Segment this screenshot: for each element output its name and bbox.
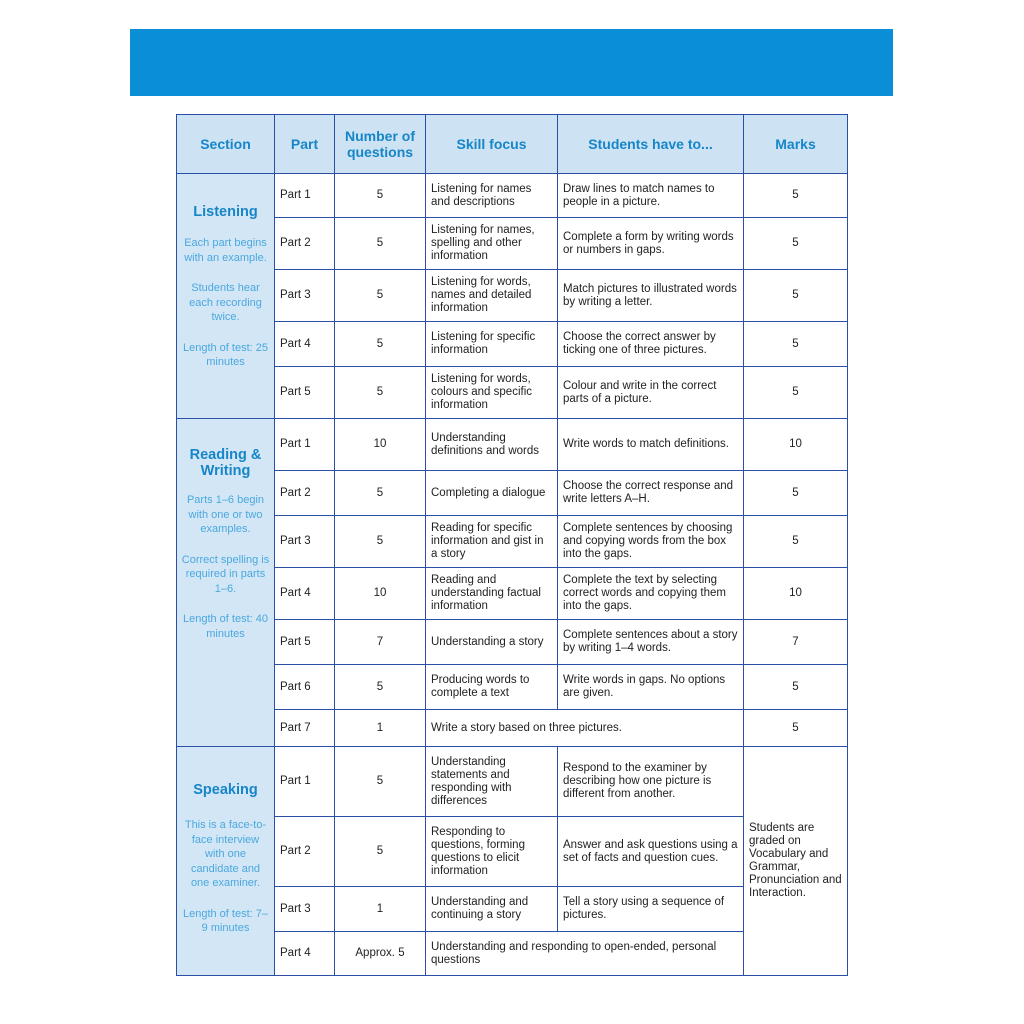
questions-cell: 5 (335, 218, 426, 270)
part-cell: Part 7 (275, 710, 335, 747)
task-cell: Tell a story using a sequence of pictures. (558, 887, 744, 932)
marks-cell: 5 (744, 471, 848, 516)
task-merged-cell: Write a story based on three pictures. (426, 710, 744, 747)
section-reading-writing (177, 419, 275, 747)
marks-cell: 5 (744, 516, 848, 568)
header-part: Part (275, 115, 335, 174)
marks-cell: 5 (744, 665, 848, 710)
part-cell: Part 3 (275, 887, 335, 932)
section-title: Listening (193, 204, 258, 220)
table-row (177, 322, 848, 367)
speaking-marks-note: Students are graded on Vocabulary and Grammar, Pronunciation and Interaction. (744, 747, 848, 976)
part-cell: Part 4 (275, 932, 335, 976)
skill-cell: Listening for names and descriptions (426, 174, 558, 218)
top-banner (130, 29, 893, 96)
part-cell: Part 1 (275, 174, 335, 218)
table-row (177, 665, 848, 710)
task-cell: Write words in gaps. No options are given. (558, 665, 744, 710)
skill-cell: Reading and understanding factual information (426, 568, 558, 620)
task-cell: Write words to match definitions. (558, 419, 744, 471)
section-note: This is a face-to-face interview with one candidate and one examiner. (184, 819, 267, 889)
table-row (177, 174, 848, 218)
section-note: Length of test: 40 minutes (182, 613, 268, 640)
section-note: Students hear each recording twice. (189, 282, 262, 323)
marks-cell: 5 (744, 270, 848, 322)
task-cell: Draw lines to match names to people in a picture. (558, 174, 744, 218)
task-cell: Answer and ask questions using a set of facts and question cues. (558, 817, 744, 887)
questions-cell: 10 (335, 568, 426, 620)
part-cell: Part 4 (275, 568, 335, 620)
marks-cell: 5 (744, 174, 848, 218)
skill-cell: Listening for words, names and detailed information (426, 270, 558, 322)
marks-cell: 7 (744, 620, 848, 665)
questions-cell: 5 (335, 747, 426, 817)
header-students-have-to: Students have to... (558, 115, 744, 174)
part-cell: Part 4 (275, 322, 335, 367)
marks-cell: 5 (744, 218, 848, 270)
task-cell: Complete the text by selecting correct words and copying them into the gaps. (558, 568, 744, 620)
part-cell: Part 5 (275, 367, 335, 419)
questions-cell: 1 (335, 887, 426, 932)
skill-cell: Listening for names, spelling and other information (426, 218, 558, 270)
table-row (177, 367, 848, 419)
task-cell: Choose the correct answer by ticking one of three pictures. (558, 322, 744, 367)
skill-cell: Understanding and continuing a story (426, 887, 558, 932)
part-cell: Part 1 (275, 419, 335, 471)
section-note: Each part begins with an example. (184, 237, 267, 264)
header-skill-focus: Skill focus (426, 115, 558, 174)
section-listening (177, 174, 275, 419)
header-marks: Marks (744, 115, 848, 174)
questions-cell: 5 (335, 516, 426, 568)
questions-cell: 5 (335, 270, 426, 322)
header-row (177, 115, 848, 174)
task-cell: Complete sentences by choosing and copying words from the box into the gaps. (558, 516, 744, 568)
questions-cell: 10 (335, 419, 426, 471)
task-cell: Complete a form by writing words or numbers in gaps. (558, 218, 744, 270)
part-cell: Part 1 (275, 747, 335, 817)
section-title: Speaking (193, 782, 258, 798)
skill-cell: Responding to questions, forming questions to elicit information (426, 817, 558, 887)
skill-cell: Reading for specific information and gist in a story (426, 516, 558, 568)
skill-cell: Understanding definitions and words (426, 419, 558, 471)
part-cell: Part 2 (275, 817, 335, 887)
section-note: Correct spelling is required in parts 1–6. (181, 553, 270, 595)
part-cell: Part 6 (275, 665, 335, 710)
skill-cell: Listening for words, colours and specific information (426, 367, 558, 419)
part-cell: Part 3 (275, 516, 335, 568)
skill-cell: Understanding a story (426, 620, 558, 665)
section-note: Length of test: 7–9 minutes (182, 907, 268, 934)
table-row (177, 471, 848, 516)
task-cell: Respond to the examiner by describing how one picture is different from another. (558, 747, 744, 817)
header-number-of-questions: Number of questions (335, 115, 426, 174)
table-row (177, 747, 848, 817)
questions-cell: 7 (335, 620, 426, 665)
marks-cell: 5 (744, 367, 848, 419)
questions-cell: 1 (335, 710, 426, 747)
part-cell: Part 2 (275, 471, 335, 516)
table-row (177, 270, 848, 322)
questions-cell: 5 (335, 817, 426, 887)
task-cell: Colour and write in the correct parts of a picture. (558, 367, 744, 419)
marks-cell: 10 (744, 419, 848, 471)
marks-cell: 10 (744, 568, 848, 620)
task-cell: Choose the correct response and write letters A–H. (558, 471, 744, 516)
table-row (177, 710, 848, 747)
questions-cell: 5 (335, 367, 426, 419)
questions-cell: 5 (335, 665, 426, 710)
table-row (177, 516, 848, 568)
marks-cell: 5 (744, 710, 848, 747)
section-note: Length of test: 25 minutes (182, 341, 268, 368)
marks-cell: 5 (744, 322, 848, 367)
questions-cell: 5 (335, 174, 426, 218)
section-note: Parts 1–6 begin with one or two examples. (186, 494, 265, 535)
header-section: Section (177, 115, 275, 174)
skill-cell: Completing a dialogue (426, 471, 558, 516)
table-row (177, 419, 848, 471)
questions-cell: 5 (335, 471, 426, 516)
exam-overview-table (176, 114, 848, 976)
skill-cell: Understanding statements and responding with differences (426, 747, 558, 817)
table-row (177, 218, 848, 270)
task-merged-cell: Understanding and responding to open-ended, personal questions (426, 932, 744, 976)
questions-cell: 5 (335, 322, 426, 367)
skill-cell: Listening for specific information (426, 322, 558, 367)
table-row (177, 620, 848, 665)
part-cell: Part 3 (275, 270, 335, 322)
part-cell: Part 5 (275, 620, 335, 665)
part-cell: Part 2 (275, 218, 335, 270)
task-cell: Match pictures to illustrated words by writing a letter. (558, 270, 744, 322)
task-cell: Complete sentences about a story by writing 1–4 words. (558, 620, 744, 665)
skill-cell: Producing words to complete a text (426, 665, 558, 710)
section-title: Reading & Writing (189, 447, 262, 479)
section-speaking (177, 747, 275, 976)
questions-cell: Approx. 5 (335, 932, 426, 976)
table-row (177, 568, 848, 620)
